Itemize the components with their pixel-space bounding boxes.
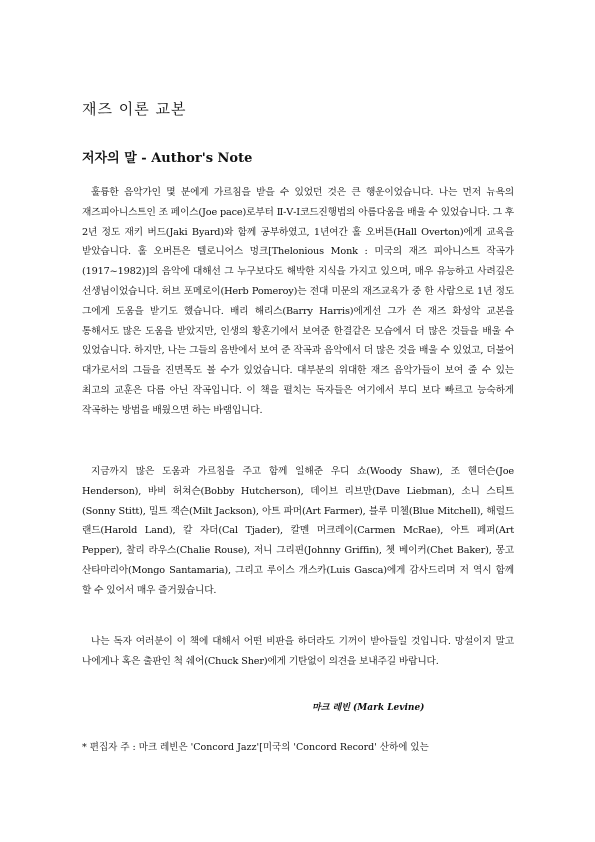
- document-title: 재즈 이론 교본: [82, 100, 187, 118]
- paragraph-3: 나는 독자 여러분이 이 책에 대해서 어떤 비판을 하더라도 기꺼이 받아들일 것입니다. 망설이지 말고 나에게나 혹은 출판인 척 쉐어(Chuck Sher)에게 기탄없이 의견을 보내주길 바랍니다.: [82, 636, 514, 667]
- section-heading: 저자의 말 - Author's Note: [82, 151, 253, 166]
- editor-note: * 편집자 주 : 마크 레빈은 'Concord Jazz'[미국의 'Concord Record' 산하에 있는: [82, 742, 429, 753]
- paragraph-1: 훌륭한 음악가인 몇 분에게 가르침을 받을 수 있었던 것은 큰 행운이었습니다. 나는 먼저 뉴욕의 재즈피아니스트인 조 페이스(Joe pace)로부터 Ⅱ-Ⅴ-Ⅰ코드진행법의 아름다움을 배울 수 있었습니다. 그 후 2년 정도 재키 버드(Jaki Byard)와 함께 공부하였고, 1년여간 홀 오버튼(Hall Overton)에게 교육을 받았습니다. 홀 오버튼은 텔로니어스 멍크[Thelonious Monk : 미국의 재즈 피아니스트 작곡가(1917~1982)]의 음악에 대해선 그 누구보다도 해박한 지식을 가지고 있으며, 매우 유능하고 사려깊은 선생님이었습니다. 허브 포메로이(Herb Pomeroy)는 전대 미문의 재즈교육가 중 한 사람으로 1년 정도 그에게 도움을 받기도 했습니다. 배리 해리스(Barry Harris)에게선 그가 쓴 재즈 화성악 교본을 통해서도 많은 도움을 받았지만, 인생의 황혼기에서 보여준 한결같은 모습에서 더 많은 것들을 배울 수 있었습니다. 하지만, 나는 그들의 음반에서 보여 준 작곡과 음악에서 더 많은 것을 배울 수 있었고, 더불어 대가로서의 그들을 진면목도 볼 수가 있었습니다. 대부분의 위대한 재즈 음악가들이 보여 줄 수 있는 최고의 교훈은 다름 아닌 작곡입니다. 이 책을 펼치는 독자들은 여기에서 부디 보다 빠르고 능숙하게 작곡하는 방법을 배웠으면 하는 바램입니다.: [82, 187, 514, 416]
- paragraph-2: 지금까지 많은 도움과 가르침을 주고 함께 일해준 우디 쇼(Woody Shaw), 조 헨더슨(Joe Henderson), 바비 허쳐슨(Bobby Hutcherson), 데이브 리브만(Dave Liebman), 소니 스티트(Sonny Stitt), 밀트 잭슨(Milt Jackson), 아트 파머(Art Farmer), 블루 미첼(Blue Mitchell), 해럴드 랜드(Harold Land), 칼 자더(Cal Tjader), 칼멘 머크레이(Carmen McRae), 아트 페퍼(Art Pepper), 찰리 라우스(Chalie Rouse), 저니 그리핀(Johnny Griffin), 쳇 베이커(Chet Baker), 몽고 산타마리아(Mongo Santamaria), 그리고 루이스 개스카(Luis Gasca)에게 감사드리며 저 역시 함께 할 수 있어서 매우 즐거웠습니다.: [82, 466, 514, 596]
- author-signature: 마크 레빈 (Mark Levine): [312, 703, 425, 713]
